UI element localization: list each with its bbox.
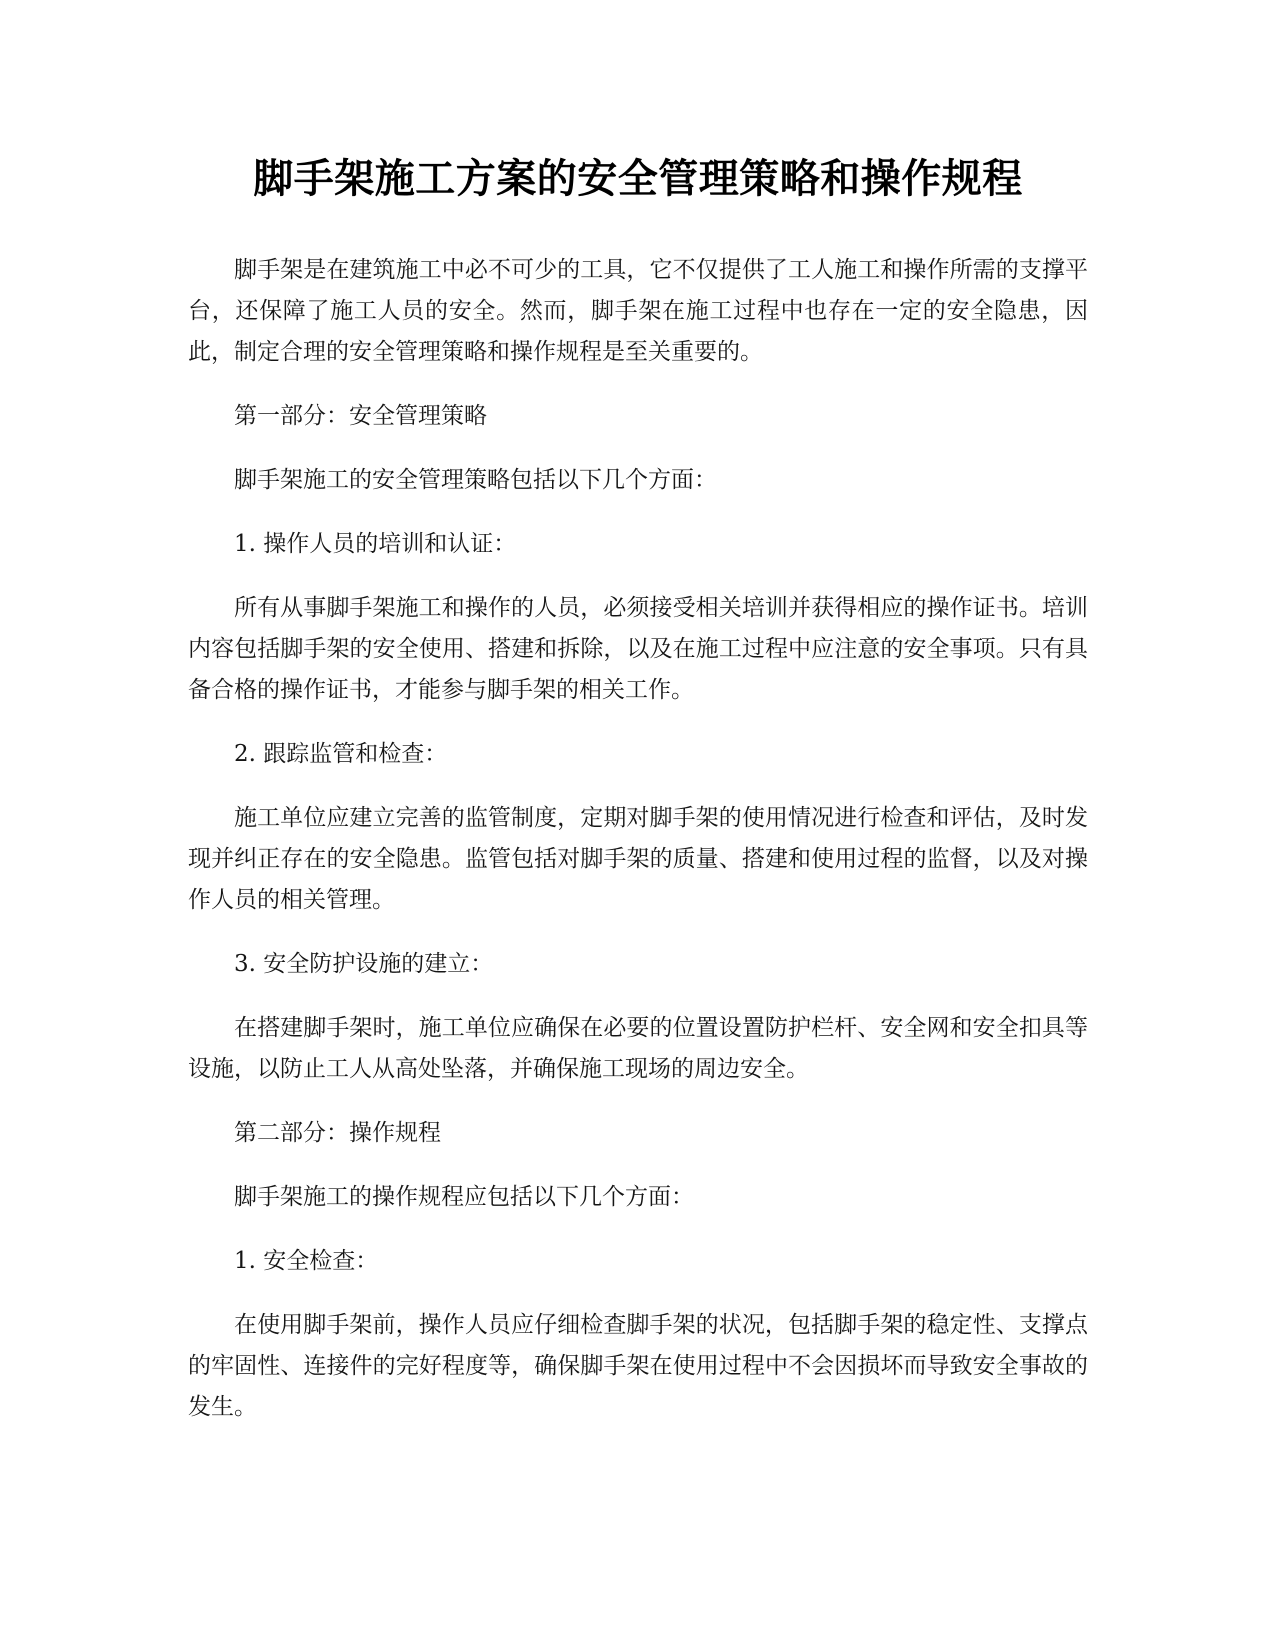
intro-paragraph: 脚手架是在建筑施工中必不可少的工具，它不仅提供了工人施工和操作所需的支撑平台，还保障了施工人员的安全。然而，脚手架在施工过程中也存在一定的安全隐患，因此，制定合理的安全管理策略和操作规程是至关重要的。 [188,257,1088,365]
section-intro-paragraph-two: 脚手架施工的操作规程应包括以下几个方面： [234,1184,694,1210]
item-paragraph-training: 所有从事脚手架施工和操作的人员，必须接受相关培训并获得相应的操作证书。培训内容包括脚手架的安全使用、搭建和拆除，以及在施工过程中应注意的安全事项。只有具备合格的操作证书，才能参与脚手架的相关工作。 [188,595,1088,703]
item-heading-protection: 3. 安全防护设施的建立： [234,951,494,977]
item-paragraph-safety-check: 在使用脚手架前，操作人员应仔细检查脚手架的状况，包括脚手架的稳定性、支撑点的牢固性、连接件的完好程度等，确保脚手架在使用过程中不会因损坏而导致安全事故的发生。 [188,1312,1088,1420]
document-title: 脚手架施工方案的安全管理策略和操作规程 [253,156,1023,202]
document-body [188,148,1088,1451]
section-heading-part-one: 第一部分：安全管理策略 [234,403,487,429]
item-heading-supervision: 2. 跟踪监管和检查： [234,741,448,767]
item-heading-safety-check: 1. 安全检查： [234,1248,379,1274]
section-intro-paragraph: 脚手架施工的安全管理策略包括以下几个方面： [234,467,717,493]
item-paragraph-protection: 在搭建脚手架时，施工单位应确保在必要的位置设置防护栏杆、安全网和安全扣具等设施，以防止工人从高处坠落，并确保施工现场的周边安全。 [188,1015,1088,1082]
item-paragraph-supervision: 施工单位应建立完善的监管制度，定期对脚手架的使用情况进行检查和评估，及时发现并纠正存在的安全隐患。监管包括对脚手架的质量、搭建和使用过程的监督，以及对操作人员的相关管理。 [188,805,1088,913]
item-heading-training: 1. 操作人员的培训和认证： [234,531,517,557]
section-heading-part-two: 第二部分：操作规程 [234,1120,441,1146]
